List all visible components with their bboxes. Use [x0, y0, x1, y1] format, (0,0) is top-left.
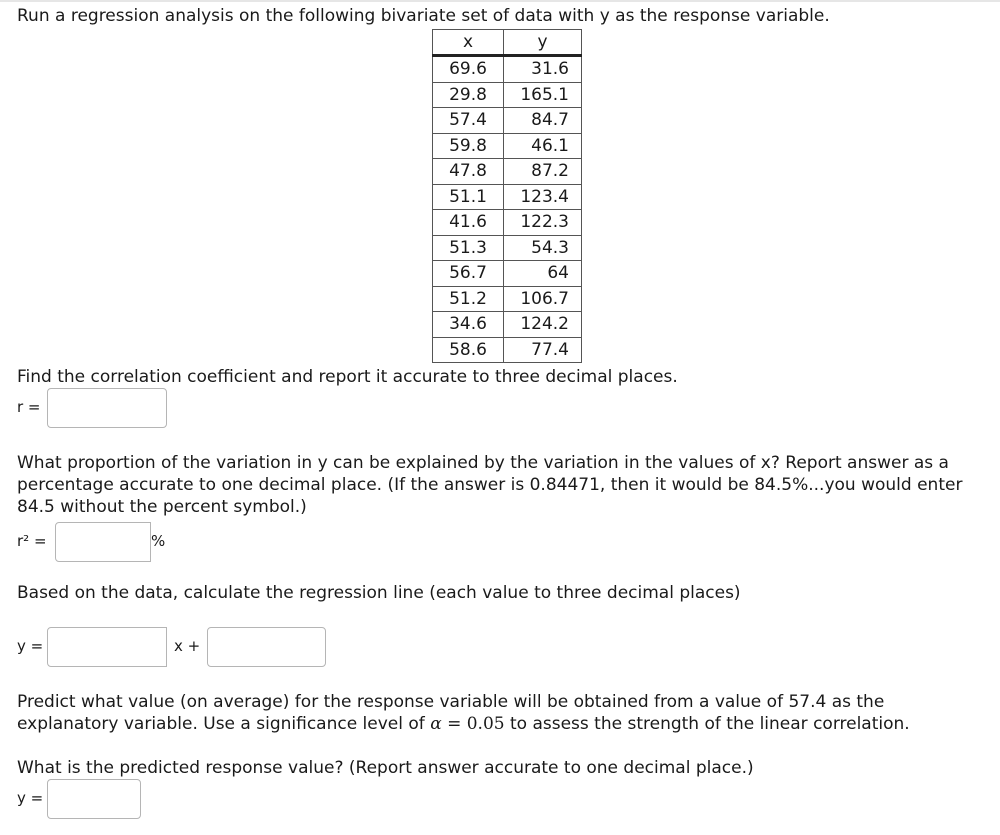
cell-x: 58.6: [433, 337, 504, 363]
predicted-value-input[interactable]: [47, 779, 141, 819]
predict-prompt-a: Predict what value (on average) for the response variable will be obtained from a value of 57.4 as the explanatory variable. Use a significance level of: [17, 692, 885, 734]
table-row: [433, 235, 582, 261]
regression-prompt: Based on the data, calculate the regression line (each value to three decimal places): [17, 583, 741, 603]
table-row: [433, 133, 582, 159]
cell-y: 123.4: [504, 184, 582, 210]
r-input[interactable]: [47, 388, 167, 428]
table-row: [433, 210, 582, 236]
predict-prompt-b: to assess the strength of the linear correlation.: [504, 714, 910, 734]
header-x: x: [433, 30, 504, 56]
cell-x: 51.3: [433, 235, 504, 261]
cell-y: 77.4: [504, 337, 582, 363]
top-border: [0, 0, 1000, 2]
header-y: y: [504, 30, 582, 56]
x-plus-label: x +: [174, 637, 201, 655]
correlation-prompt: Find the correlation coefficient and report it accurate to three decimal places.: [17, 367, 678, 387]
cell-x: 34.6: [433, 312, 504, 338]
table-body: [433, 56, 582, 363]
cell-x: 56.7: [433, 261, 504, 287]
predicted-value-prompt: What is the predicted response value? (Report answer accurate to one decimal place.): [17, 758, 754, 778]
alpha-value: 0.05: [466, 714, 505, 734]
table-row: [433, 82, 582, 108]
cell-y: 122.3: [504, 210, 582, 236]
cell-x: 41.6: [433, 210, 504, 236]
table-row: [433, 261, 582, 287]
cell-x: 59.8: [433, 133, 504, 159]
cell-y: 165.1: [504, 82, 582, 108]
table-row: [433, 56, 582, 83]
data-table: [432, 29, 582, 363]
r-squared-input[interactable]: [55, 522, 151, 562]
r-squared-label: r² =: [17, 532, 47, 550]
slope-input[interactable]: [47, 627, 167, 667]
table-row: [433, 108, 582, 134]
predict-prompt: [17, 691, 967, 735]
intro-text: Run a regression analysis on the following bivariate set of data with y as the response variable.: [17, 6, 830, 26]
alpha-symbol: α: [430, 714, 442, 734]
cell-x: 47.8: [433, 159, 504, 185]
percent-suffix: %: [151, 532, 166, 550]
table-header-row: [433, 30, 582, 56]
cell-x: 69.6: [433, 56, 504, 83]
cell-y: 87.2: [504, 159, 582, 185]
cell-y: 106.7: [504, 286, 582, 312]
table-row: [433, 312, 582, 338]
predicted-y-label: y =: [17, 789, 44, 807]
cell-x: 51.2: [433, 286, 504, 312]
regression-y-label: y =: [17, 637, 44, 655]
table-row: [433, 159, 582, 185]
alpha-equals: =: [441, 714, 467, 734]
cell-x: 51.1: [433, 184, 504, 210]
cell-x: 57.4: [433, 108, 504, 134]
r-label: r =: [17, 398, 41, 416]
cell-y: 84.7: [504, 108, 582, 134]
intercept-input[interactable]: [207, 627, 326, 667]
table-row: [433, 286, 582, 312]
table-row: [433, 337, 582, 363]
cell-y: 54.3: [504, 235, 582, 261]
cell-y: 64: [504, 261, 582, 287]
cell-y: 31.6: [504, 56, 582, 83]
cell-x: 29.8: [433, 82, 504, 108]
cell-y: 46.1: [504, 133, 582, 159]
cell-y: 124.2: [504, 312, 582, 338]
r-squared-prompt: What proportion of the variation in y can be explained by the variation in the values of x? Report answer as a percentage accurate to one decimal place. (If the answer is 0.84471, then it would be 84.5%...you would enter 84.5 without the percent symbol.): [17, 453, 963, 517]
table-row: [433, 184, 582, 210]
